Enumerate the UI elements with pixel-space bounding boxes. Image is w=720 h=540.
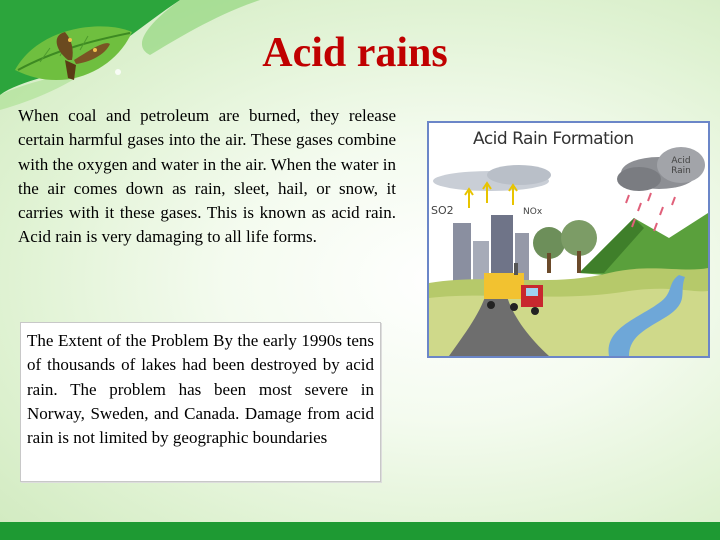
leaf-butterfly-illustration [10, 10, 140, 95]
acid-rain-label: Acid Rain [671, 156, 691, 176]
extent-textbox: The Extent of the Problem By the early 1990s tens of thousands of lakes had been destroyed by acid rain. The problem has been most severe in Norway, Sweden, and Canada. Damage from acid rain is not limited by geographic boundaries [20, 322, 381, 482]
diagram-title: Acid Rain Formation [473, 129, 634, 149]
nox-label: NOx [523, 207, 543, 217]
footer-bar [0, 522, 720, 540]
acid-rain-diagram [427, 121, 710, 358]
intro-paragraph: When coal and petroleum are burned, they release certain harmful gases into the air. These gases combine with the oxygen and water in the air. When the water in the air comes down as rain, sleet, hail, or snow, it carries with it these gases. This is known as acid rain. Acid rain is very damaging to all life forms. [18, 106, 396, 247]
slide-title: Acid rains [262, 30, 448, 76]
so2-label: SO2 [431, 204, 454, 217]
